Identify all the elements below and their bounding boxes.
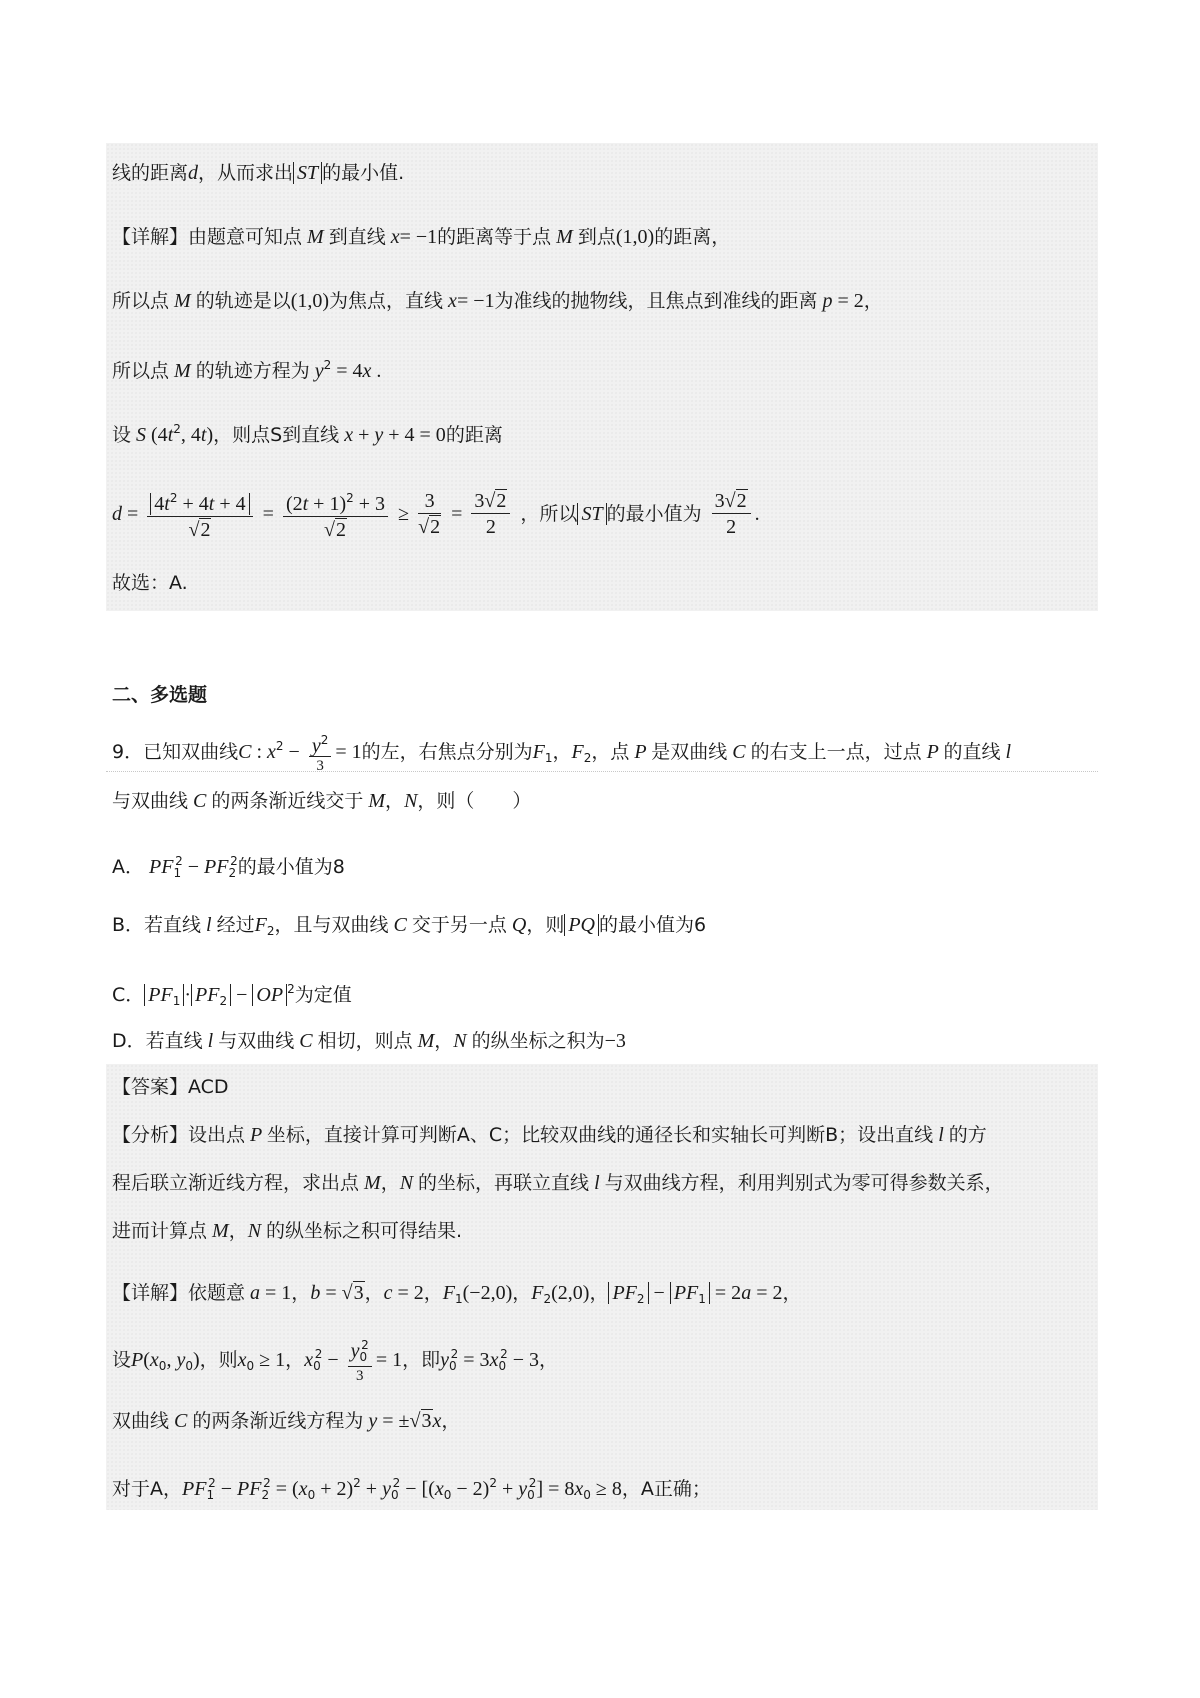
q9-line2: 与双曲线 C 的两条渐近线交于 M，N，则（ ）: [112, 790, 532, 812]
answer-line: 【答案】ACD: [112, 1076, 229, 1098]
box1-line4: 所以点 M 的轨迹方程为 $y^2 = 4x$ .: [112, 358, 382, 382]
analysis-line2: 程后联立渐近线方程，求出点 M，N 的坐标，再联立直线 l 与双曲线方程，利用判别式为零可得参数关系，: [112, 1172, 1004, 1194]
box1-line5: 设 S ($4t^2$, 4t)，则点S到直线 x + y + 4 = 0的距离: [112, 422, 503, 446]
analysis-line3: 进而计算点 M，N 的纵坐标之积可得结果.: [112, 1220, 463, 1242]
detail-line1: 【详解】依题意 a = 1，b = √3，c = 2，$F_1(-2,0)$，$F_2(2,0)$， $PF_2 - PF_1 = 2a = 2$，: [112, 1282, 802, 1306]
q9-line1: 9．已知双曲线C : $x^2$ − $\frac{y^2}{3}$ = 1的左，右焦点分别为$F_1$，$F_2$，点 P 是双曲线 C 的右支上一点，过点 P 的直线 l: [112, 732, 1012, 774]
box1-line1: 线的距离d，从而求出 ST 的最小值.: [112, 162, 405, 184]
q9-option-c: C． $PF_1 \cdot PF_2$ − OP $^2$为定值: [112, 982, 352, 1008]
box1-line6-formula: d = $\frac{4t^2 + 4t + 4}{√2}$ = $\frac{(2t + 1)^2 + 3}{√2}$ ≥ $\frac{3}{√2}$ = $\frac{3√2}{2}$ ，所以 ST 的最小值为 $\frac{3√2}{2}$ .: [112, 484, 760, 544]
analysis-line1: 【分析】设出点 P 坐标，直接计算可判断A、C；比较双曲线的通径长和实轴长可判断B；设出直线 l 的方: [112, 1124, 987, 1146]
section-title: 二、多选题: [112, 684, 208, 706]
box1-line3: 所以点 M 的轨迹是以(1,0)为焦点，直线 x= −1为准线的抛物线，且焦点到准线的距离 p = 2，: [112, 290, 883, 312]
detail-line4: 对于A，$PF_1^2 - PF_2^2 = (x_0 + 2)^2 + y_0^2 - [(x_0 - 2)^2 + y_0^2] = 8x_0 \ge 8$，A正确；: [112, 1476, 711, 1502]
box1-line7: 故选：A.: [112, 572, 188, 594]
box1-line2: 【详解】由题意可知点 M 到直线 x= −1的距离等于点 M 到点(1,0)的距离，: [112, 226, 731, 248]
q9-option-a: A． $PF_1^2 - PF_2^2$的最小值为8: [112, 854, 345, 880]
q9-option-b: B．若直线 l 经过$F_2$，且与双曲线 C 交于另一点 Q，则 PQ 的最小值为6: [112, 914, 707, 938]
detail-line3: 双曲线 C 的两条渐近线方程为 y = ±√3x，: [112, 1410, 461, 1432]
detail-line2: 设$P(x_0$, $y_0$)，则$x_0 \ge 1$，$x_0^2$ − $\frac{y_0^2}{3}$ = 1，即$y_0^2 = 3x_0^2 - 3$，: [112, 1338, 559, 1384]
q9-option-d: D．若直线 l 与双曲线 C 相切，则点 M，N 的纵坐标之积为−3: [112, 1030, 626, 1052]
